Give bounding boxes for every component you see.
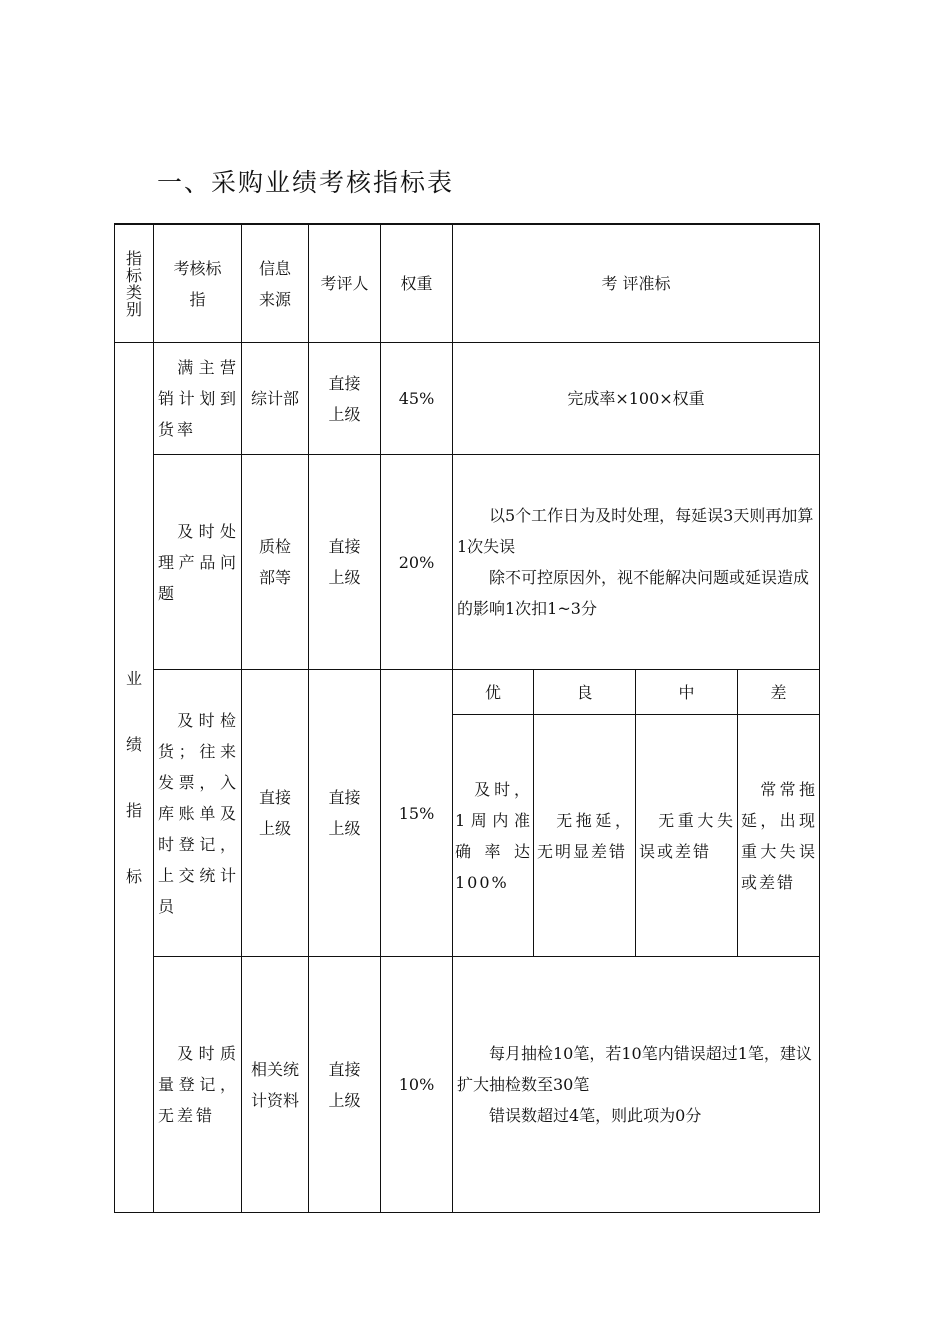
table-border-bottom <box>114 1212 820 1213</box>
row-4-standard-p2: 错误数超过4笔，则此项为0分 <box>489 1106 702 1125</box>
grade-medium: 中 <box>678 682 695 702</box>
row-1-evaluator: 直接上级 <box>328 373 361 424</box>
category-label: 业绩指标 <box>125 668 142 886</box>
row-2-standard <box>453 455 819 669</box>
header-source: 信息来源 <box>258 258 291 309</box>
header-category: 指标类别 <box>125 248 142 319</box>
row-4-weight: 10% <box>398 1075 435 1094</box>
grade-excellent: 优 <box>484 682 501 702</box>
grade-poor-desc: 常常拖延，出现重大失误或差错 <box>741 779 817 892</box>
row-2-indicator: 及时处理产品问题 <box>158 521 239 603</box>
grade-good: 良 <box>576 682 593 702</box>
row-2-standard-p1: 以5个工作日为及时处理，每延误3天则再加算1次失误 <box>457 506 814 556</box>
grade-excellent-desc: 及时，1周内准确率达100% <box>455 779 532 892</box>
row-4-indicator: 及时质量登记，无差错 <box>158 1044 239 1125</box>
row-4-evaluator: 直接上级 <box>328 1059 361 1110</box>
row-2-source: 质检部等 <box>258 537 291 587</box>
row-3-weight: 15% <box>398 803 435 823</box>
header-evaluator: 考评人 <box>320 274 369 293</box>
row-1-standard: 完成率×100×权重 <box>567 389 705 408</box>
header-indicator: 考核标指 <box>173 258 222 309</box>
table-border-right <box>819 223 820 1213</box>
grade-medium-desc: 无重大失误或差错 <box>639 810 735 861</box>
header-standard: 考 评准标 <box>601 274 671 293</box>
header-weight: 权重 <box>400 274 433 293</box>
row-4-standard <box>453 957 819 1212</box>
row-3-indicator: 及时检货；往来发票，入库账单及时登记，上交统计员 <box>158 710 239 916</box>
row-2-evaluator: 直接上级 <box>328 537 361 587</box>
grade-good-desc: 无拖延，无明显差错 <box>537 810 633 861</box>
row-4-source: 相关统计资料 <box>250 1059 299 1110</box>
row-1-indicator: 满主营销计划到货率 <box>158 358 239 439</box>
row-2-weight: 20% <box>398 552 435 572</box>
row-4-standard-p1: 每月抽检10笔，若10笔内错误超过1笔，建议扩大抽检数至30笔 <box>457 1044 812 1094</box>
row-1-weight: 45% <box>398 389 435 408</box>
row-1-source: 综计部 <box>250 389 299 408</box>
row-2-standard-p2: 除不可控原因外，视不能解决问题或延误造成的影响1次扣1~3分 <box>457 568 810 618</box>
row-3-source: 直接上级 <box>258 788 291 838</box>
page-title: 一、采购业绩考核指标表 <box>157 168 455 197</box>
row-3-evaluator: 直接上级 <box>328 788 361 838</box>
grade-poor: 差 <box>770 682 787 702</box>
